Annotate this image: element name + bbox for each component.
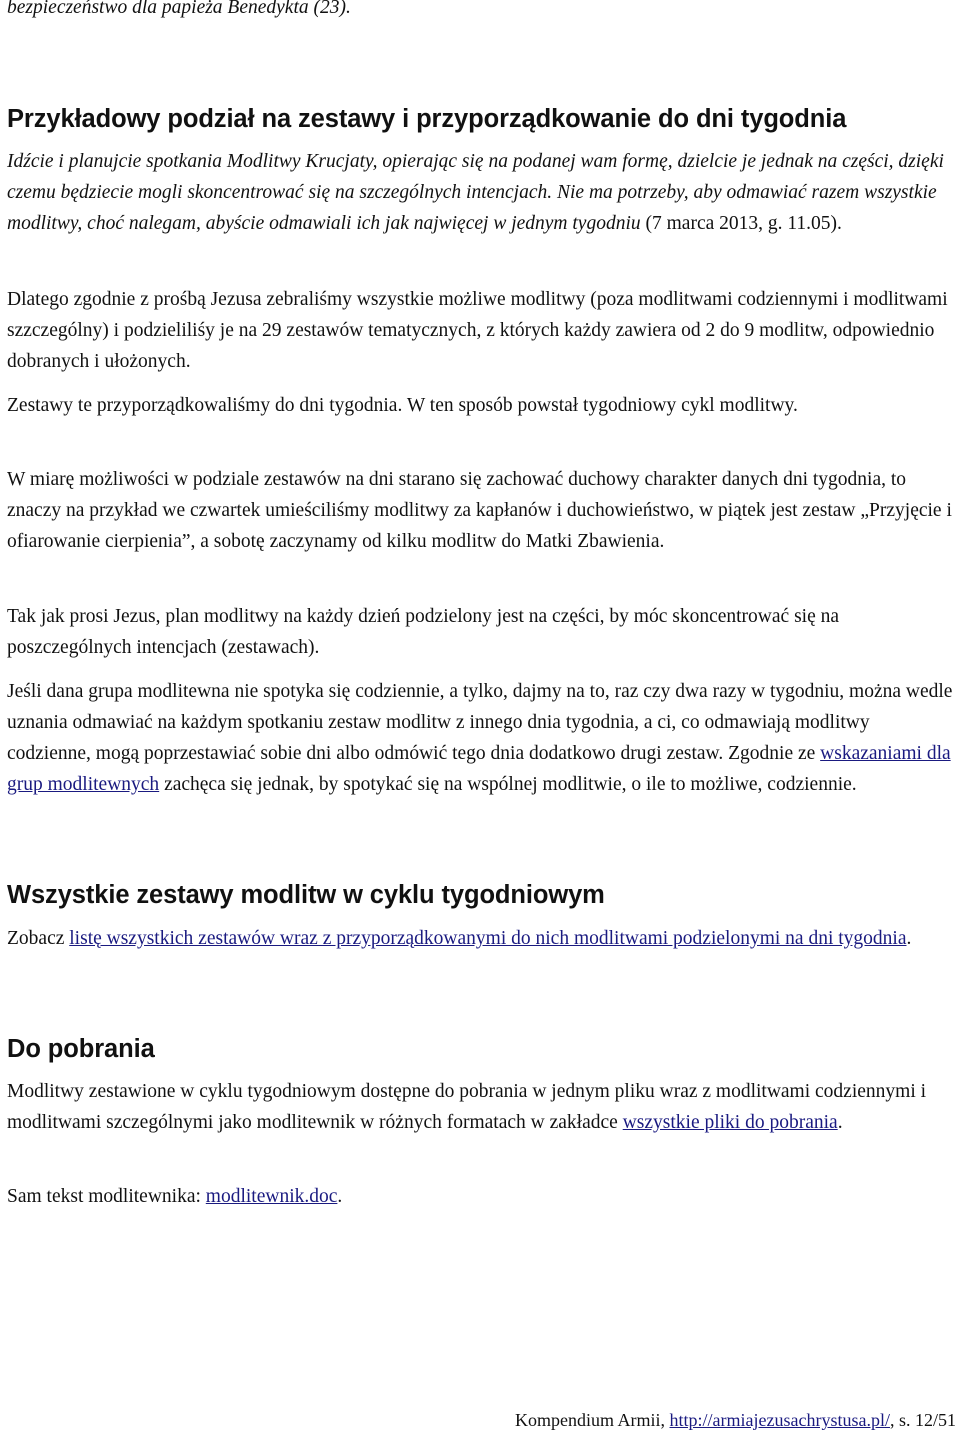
footer-page-number: , s. 12/51 (889, 1410, 956, 1430)
paragraph-przyporzadkowanie: Zestawy te przyporządkowaliśmy do dni tygodnia. W ten sposób powstał tygodniowy cykl modlitwy. (7, 395, 798, 416)
link-lista-zestawow[interactable]: listę wszystkich zestawów wraz z przyporządkowanymi do nich modlitwami podzielonymi na dni tygodnia (69, 928, 907, 949)
zobacz-text-after: . (906, 928, 912, 949)
intro-quote (7, 146, 957, 239)
link-wskazania-grup[interactable]: wskazaniami dla grup modlitewnych (7, 743, 951, 795)
paragraph-plan-modlitwy: Tak jak prosi Jezus, plan modlitwy na każdy dzień podzielony jest na części, by móc skoncentrować się na poszczególnych intencjach (zestawach). (7, 606, 840, 658)
section-heading-wszystkie-zestawy: Wszystkie zestawy modlitw w cyklu tygodniowym (7, 881, 605, 909)
intro-quote-italic: Idźcie i planujcie spotkania Modlitwy Krucjaty, opierając się na podanej wam formę, dzielcie je jednak na części, dzięki czemu będziecie mogli skoncentrować się na szczególnych intencjach. Nie ma potrzeby, aby odmawiać razem wszystkie modlitwy, choć nalegam, abyście odmawiali ich jak najwięcej w jednym tygodniu (7, 151, 944, 234)
continuation-text: bezpieczeństwo dla papieża Benedykta (23). (7, 0, 351, 18)
paragraph-zestawy-tematyczne: Dlatego zgodnie z prośbą Jezusa zebraliśmy wszystkie możliwe modlitwy (poza modlitwami codziennymi i modlitwami szzczególny) i podzieliliśy je na 29 zestawów tematycznych, z których każdy zawiera od 2 do 9 modlitw, odpowiednio dobranych i ułożonych. (7, 289, 948, 372)
pobieranie-text-before: Modlitwy zestawione w cyklu tygodniowym dostępne do pobrania w jednym pliku wraz z modlitwami codziennymi i modlitwami szczególnymi jako modlitewnik w różnych formatach w zakładce (7, 1081, 927, 1133)
paragraph-charakter-dni: W miarę możliwości w podziale zestawów na dni starano się zachować duchowy charakter danych dni tygodnia, to znaczy na przykład we czwartek umieściliśmy modlitwy za kapłanów i duchowieństwo, w piątek jest zestaw „Przyjęcie i ofiarowanie cierpienia”, a sobotę zaczynamy od kilku modlitw do Matki Zbawienia. (7, 469, 952, 552)
paragraph-tekst-modlitewnika (7, 1181, 957, 1212)
footer-url-link[interactable]: http://armiajezusachrystusa.pl/ (669, 1410, 890, 1430)
intro-quote-citation: (7 marca 2013, g. 11.05). (640, 213, 842, 234)
grupy-text-after: zachęca się jednak, by spotykać się na wspólnej modlitwie, o ile to możliwe, codziennie. (159, 774, 857, 795)
page-footer (515, 1408, 956, 1432)
paragraph-grupy-modlitewne (7, 676, 957, 800)
paragraph-pobieranie (7, 1076, 957, 1138)
footer-title: Kompendium Armii, (515, 1410, 670, 1430)
link-wszystkie-pliki[interactable]: wszystkie pliki do pobrania (622, 1112, 838, 1133)
section-heading-podzial: Przykładowy podział na zestawy i przyporządkowanie do dni tygodnia (7, 105, 847, 133)
link-modlitewnik-doc[interactable]: modlitewnik.doc (205, 1186, 338, 1207)
modlitewnik-text-before: Sam tekst modlitewnika: (7, 1186, 206, 1207)
pobieranie-text-after: . (837, 1112, 843, 1133)
section-heading-do-pobrania: Do pobrania (7, 1035, 155, 1063)
grupy-text-before: Jeśli dana grupa modlitewna nie spotyka się codziennie, a tylko, dajmy na to, raz czy dwa razy w tygodniu, można wedle uznania odmawiać na każdym spotkaniu zestaw modlitw z innego dnia tygodnia, a ci, co odmawiają modlitwy codzienne, mogą poprzestawiać sobie dni albo odmówić tego dnia dodatkowo drugi zestaw. Zgodnie ze (7, 681, 953, 764)
modlitewnik-text-after: . (337, 1186, 343, 1207)
zobacz-text-before: Zobacz (7, 928, 70, 949)
paragraph-zobacz-liste (7, 923, 957, 954)
